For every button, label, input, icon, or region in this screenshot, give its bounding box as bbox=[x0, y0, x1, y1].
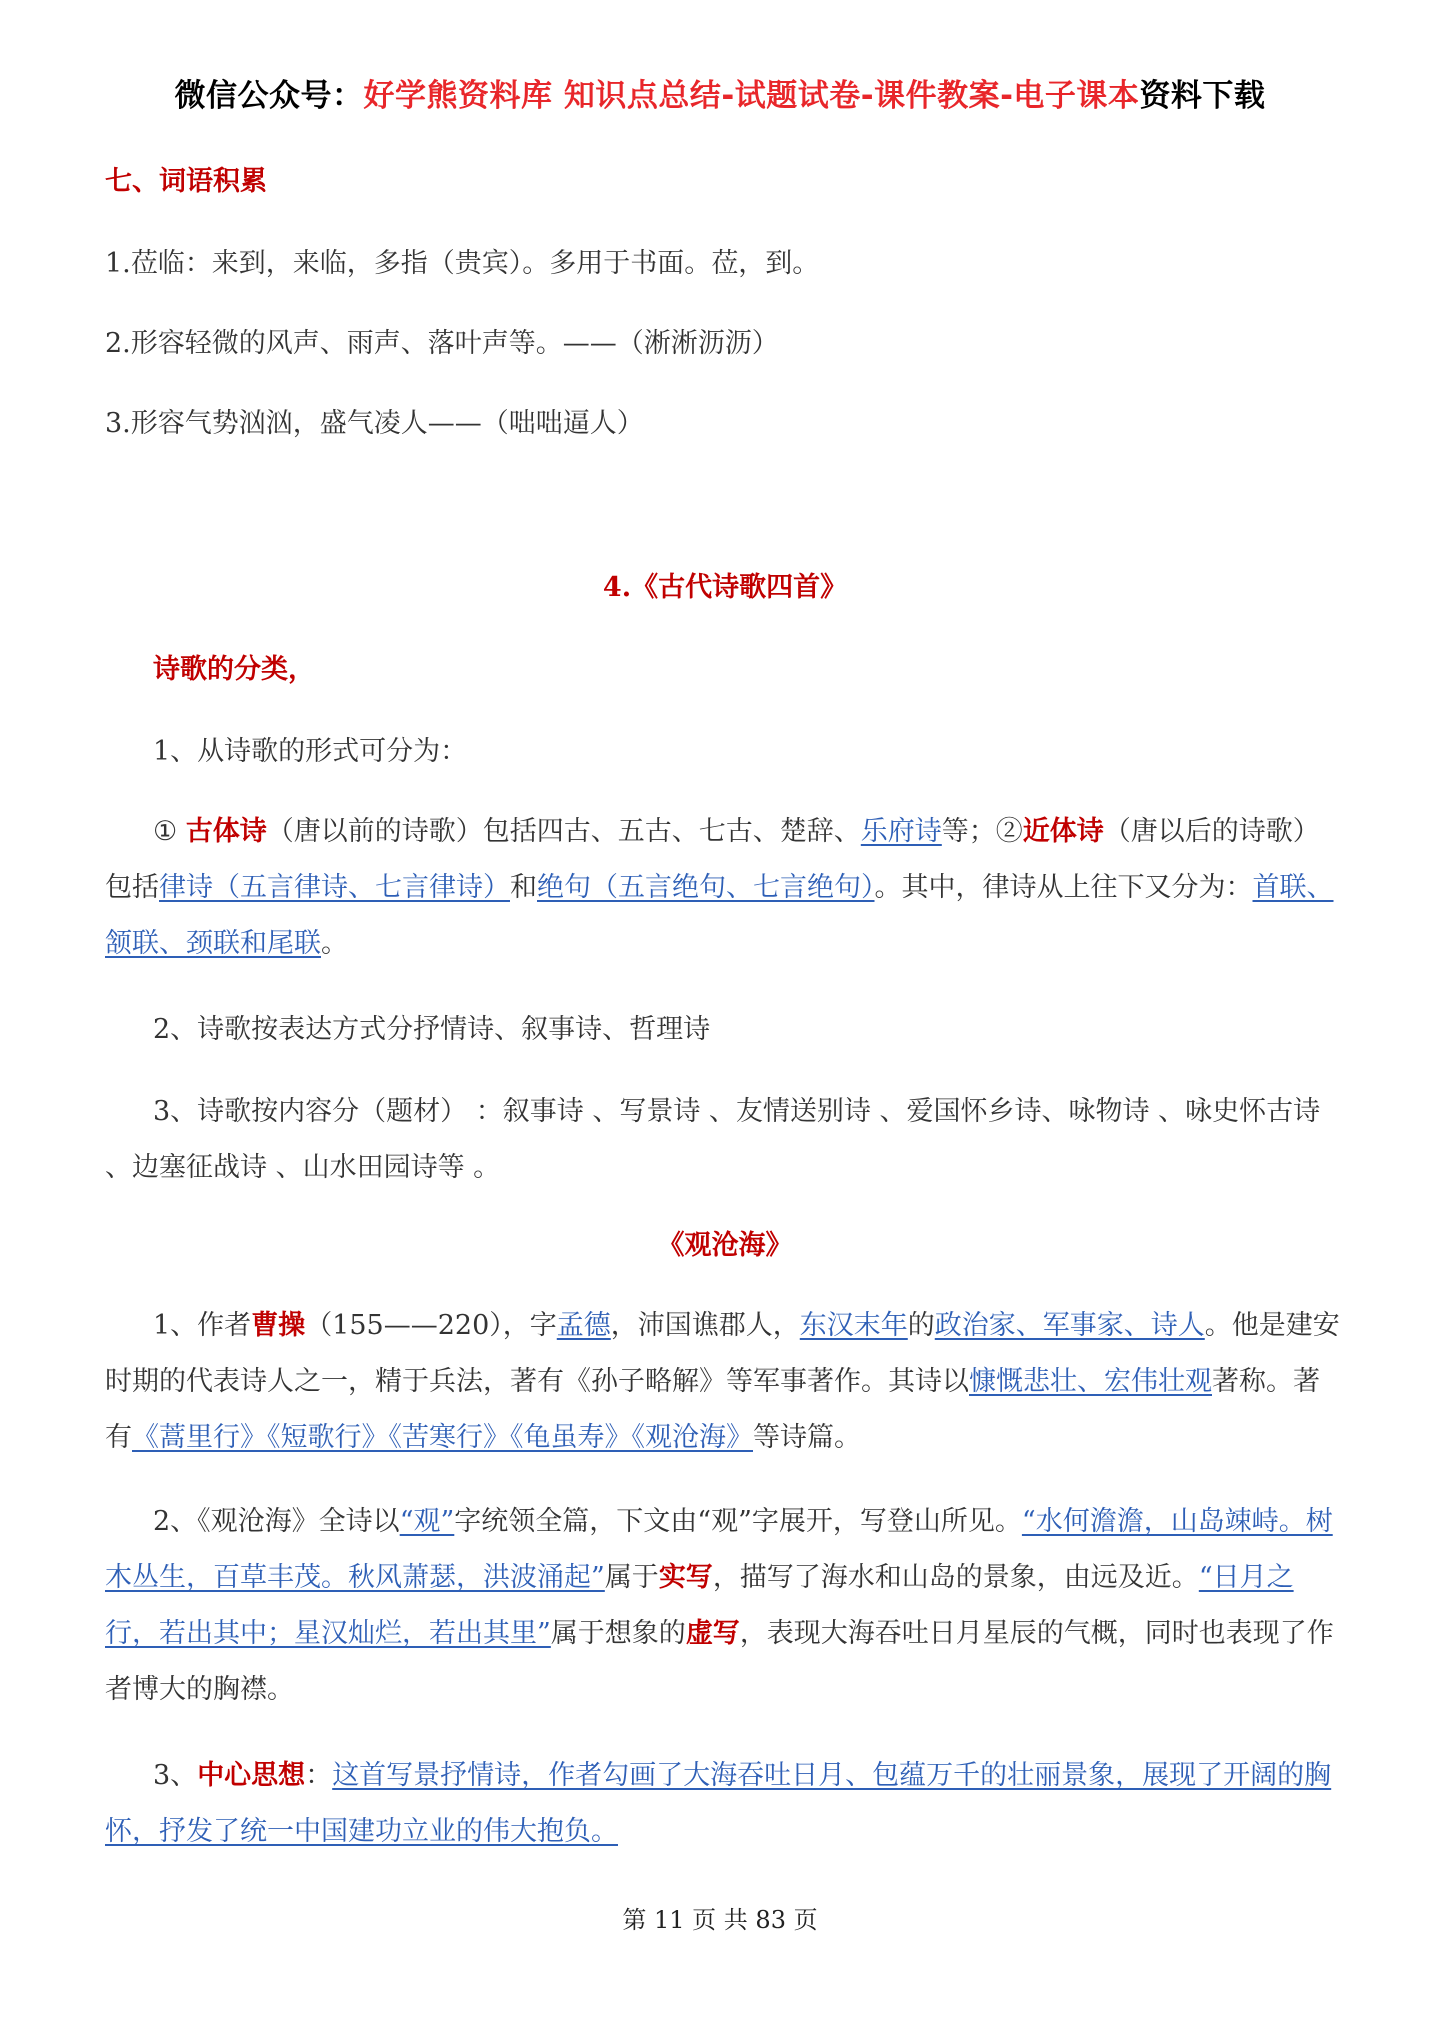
text-run: 的 bbox=[907, 1310, 935, 1341]
text-run: 3、 bbox=[153, 1760, 198, 1791]
author-roles: 政治家、军事家、诗人 bbox=[934, 1310, 1205, 1341]
form-line: 1、从诗歌的形式可分为： bbox=[153, 736, 468, 767]
theme-paragraph bbox=[105, 1748, 1345, 1860]
author-works: 《蒿里行》《短歌行》《苦寒行》《龟虽寿》《观沧海》 bbox=[132, 1422, 753, 1453]
expression-line-block bbox=[105, 1002, 1345, 1058]
analysis-paragraph bbox=[105, 1494, 1345, 1718]
real-description-lines: “水何澹澹，山岛竦峙。树木丛生，百草丰茂。秋风萧瑟，洪波涌起” bbox=[105, 1506, 1333, 1593]
term-lian: 首联、颔联、颈联和尾联 bbox=[105, 872, 1334, 959]
author-name: 曹操 bbox=[251, 1310, 306, 1341]
imagined-lines: “日月之行，若出其中；星汉灿烂，若出其里” bbox=[105, 1562, 1294, 1649]
term-jintishi: 近体诗 bbox=[1022, 816, 1104, 847]
text-run: ，表现大海吞吐日月星辰的气概，同时也表现了作者博大的胸襟。 bbox=[105, 1618, 1334, 1705]
text-run: 和 bbox=[510, 872, 537, 903]
text-run: ① bbox=[153, 816, 186, 847]
page-header-banner bbox=[0, 70, 1440, 115]
text-run: （唐以后的诗歌）包括 bbox=[105, 816, 1320, 903]
text-run: 2、《观沧海》全诗以 bbox=[153, 1506, 400, 1537]
classification-heading-block bbox=[105, 642, 1345, 698]
lesson-title-block bbox=[105, 560, 1345, 616]
content-line: 3、诗歌按内容分（题材） ：叙事诗 、写景诗 、友情送别诗 、爱国怀乡诗、咏物诗 、咏史怀古诗 、边塞征战诗 、山水田园诗等 。 bbox=[105, 1096, 1321, 1183]
content-line-block bbox=[105, 1084, 1345, 1196]
text-run: ，描写了海水和山岛的景象，由远及近。 bbox=[712, 1562, 1199, 1593]
expression-line: 2、诗歌按表达方式分抒情诗、叙事诗、哲理诗 bbox=[153, 1014, 711, 1045]
header-prefix: 微信公众号： bbox=[174, 78, 364, 114]
header-suffix: 资料下载 bbox=[1139, 78, 1266, 114]
text-run: 属于 bbox=[604, 1562, 659, 1593]
vocab-item-3 bbox=[105, 396, 1345, 452]
author-style: 慷慨悲壮、宏伟壮观 bbox=[969, 1366, 1212, 1397]
page-footer: 第 11 页 共 83 页 bbox=[622, 1906, 818, 1934]
theme-text bbox=[105, 1748, 1345, 1860]
text-run: 。他是建安时期的代表诗人之一，精于兵法，著有《孙子略解》等军事著作。其诗以 bbox=[105, 1310, 1340, 1397]
vocab-text: 1.莅临：来到，来临，多指（贵宾）。多用于书面。莅，到。 bbox=[105, 248, 820, 279]
form-detail-paragraph bbox=[105, 804, 1345, 972]
term-lvshi: 律诗（五言律诗、七言律诗） bbox=[159, 872, 510, 903]
text-run: 著称。著有 bbox=[105, 1366, 1320, 1453]
section-vocabulary bbox=[105, 154, 1345, 210]
header-highlight: 好学熊资料库 知识点总结-试题试卷-课件教案-电子课本 bbox=[363, 78, 1140, 114]
poem-title: 《观沧海》 bbox=[657, 1230, 793, 1261]
theme-label: 中心思想 bbox=[197, 1760, 306, 1791]
text-run: 字统领全篇，下文由“观”字展开，写登山所见。 bbox=[454, 1506, 1022, 1537]
text-run: ，沛国谯郡人， bbox=[610, 1310, 800, 1341]
analysis-text bbox=[105, 1494, 1345, 1718]
form-detail-text bbox=[105, 804, 1345, 972]
classification-heading: 诗歌的分类， bbox=[153, 654, 315, 685]
vocab-item-2 bbox=[105, 316, 1345, 372]
form-line-block bbox=[105, 724, 1345, 780]
text-run: ： bbox=[305, 1760, 333, 1791]
term-gutishi: 古体诗 bbox=[185, 816, 267, 847]
term-yuefu: 乐府诗 bbox=[860, 816, 942, 847]
text-run: 。 bbox=[321, 928, 348, 959]
text-run: 1、作者 bbox=[153, 1310, 252, 1341]
lesson-title: 4.《古代诗歌四首》 bbox=[602, 572, 848, 603]
text-run: 等诗篇。 bbox=[753, 1422, 861, 1453]
vocab-item-1 bbox=[105, 236, 1345, 292]
theme-statement: 这首写景抒情诗，作者勾画了大海吞吐日月、包蕴万千的壮丽景象，展现了开阔的胸怀，抒发了统一中国建功立业的伟大抱负。 bbox=[105, 1760, 1332, 1847]
term-shixie: 实写 bbox=[658, 1562, 713, 1593]
key-character: “观” bbox=[399, 1506, 455, 1537]
text-run: 。其中，律诗从上往下又分为： bbox=[874, 872, 1253, 903]
text-run: 属于想象的 bbox=[550, 1618, 686, 1649]
author-era: 东汉末年 bbox=[799, 1310, 908, 1341]
author-courtesy-name: 孟德 bbox=[556, 1310, 611, 1341]
text-run: （唐以前的诗歌）包括四古、五古、七古、楚辞、 bbox=[266, 816, 861, 847]
term-jueju: 绝句（五言绝句、七言绝句） bbox=[537, 872, 875, 903]
vocab-text: 2.形容轻微的风声、雨声、落叶声等。——（淅淅沥沥） bbox=[105, 328, 779, 359]
text-run: （155——220），字 bbox=[305, 1310, 557, 1341]
vocab-text: 3.形容气势汹汹，盛气凌人——（咄咄逼人） bbox=[105, 408, 644, 439]
section-heading: 七、词语积累 bbox=[105, 166, 267, 197]
poem-title-block bbox=[105, 1218, 1345, 1274]
term-xuxie: 虚写 bbox=[685, 1618, 740, 1649]
author-text bbox=[105, 1298, 1345, 1466]
text-run: 等；② bbox=[941, 816, 1023, 847]
author-paragraph bbox=[105, 1298, 1345, 1466]
